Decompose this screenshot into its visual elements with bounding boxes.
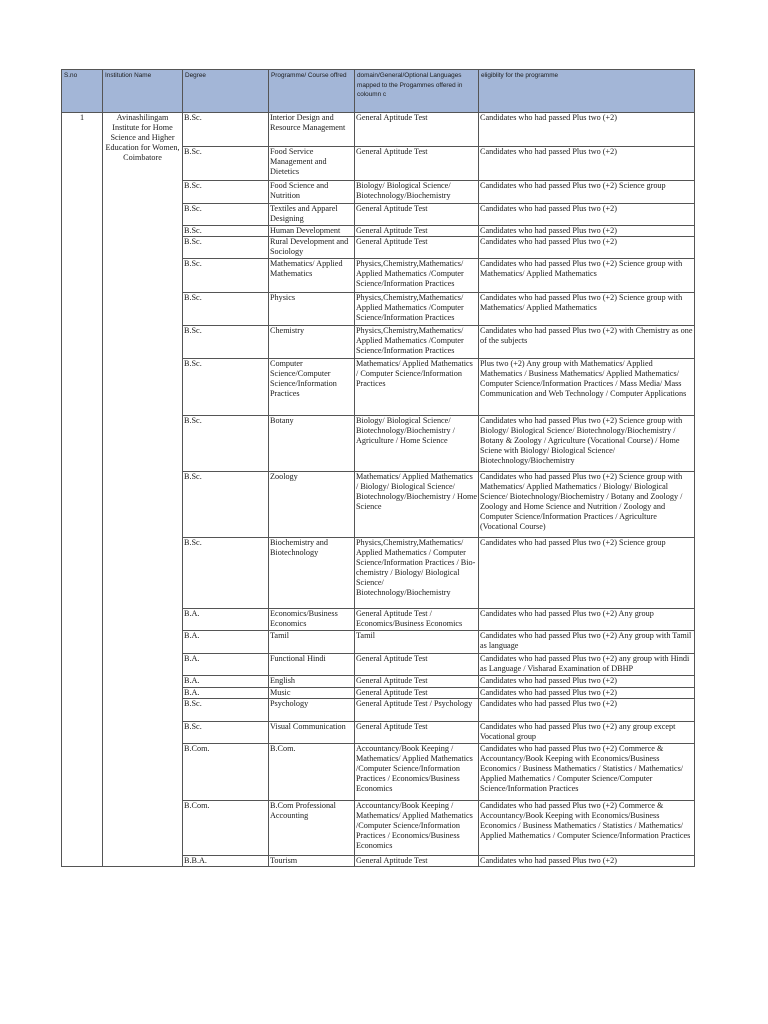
degree-cell: B.Sc. — [183, 472, 269, 538]
degree-cell: B.Sc. — [183, 204, 269, 226]
domain-cell: Physics,Chemistry,Mathematics/ Applied Mathematics / Computer Science/Information Practices / Bio-chemistry / Biology/ Biological Science/ Biotechnology/Biochemistry — [355, 538, 479, 609]
eligibility-cell: Candidates who had passed Plus two (+2) — [479, 113, 695, 147]
degree-cell: B.Sc. — [183, 326, 269, 359]
domain-cell: Biology/ Biological Science/ Biotechnology/Biochemistry — [355, 181, 479, 204]
programme-cell: Physics — [269, 293, 355, 326]
eligibility-cell: Candidates who had passed Plus two (+2) Science group with Mathematics/ Applied Mathematics / Biology/ Biological Science/ Biotechnology/Biochemistry / Botany and Zoology / Zoology and Home Science and Nutrition / Zoology and Computer Science/Information Practices / Agriculture (Vocational Course) — [479, 472, 695, 538]
domain-cell: General Aptitude Test / Economics/Business Economics — [355, 609, 479, 631]
degree-cell: B.A. — [183, 654, 269, 676]
degree-cell: B.A. — [183, 676, 269, 688]
eligibility-cell: Candidates who had passed Plus two (+2) any group except Vocational group — [479, 722, 695, 744]
programme-cell: B.Com. — [269, 744, 355, 801]
eligibility-cell: Candidates who had passed Plus two (+2) — [479, 699, 695, 722]
programme-cell: Human Development — [269, 226, 355, 237]
header-row — [62, 70, 695, 113]
domain-cell: Accountancy/Book Keeping / Mathematics/ Applied Mathematics /Computer Science/Information Practices / Economics/Business Economics — [355, 801, 479, 856]
domain-cell: Physics,Chemistry,Mathematics/ Applied Mathematics /Computer Science/Information Practices — [355, 293, 479, 326]
degree-cell: B.Sc. — [183, 147, 269, 181]
degree-cell: B.Sc. — [183, 722, 269, 744]
programme-cell: Zoology — [269, 472, 355, 538]
degree-cell: B.Sc. — [183, 293, 269, 326]
eligibility-cell: Candidates who had passed Plus two (+2) with Chemistry as one of the subjects — [479, 326, 695, 359]
degree-cell: B.Com. — [183, 801, 269, 856]
domain-cell: General Aptitude Test — [355, 113, 479, 147]
eligibility-cell: Candidates who had passed Plus two (+2) Science group with Mathematics/ Applied Mathematics — [479, 259, 695, 293]
domain-cell: General Aptitude Test — [355, 856, 479, 867]
eligibility-cell: Candidates who had passed Plus two (+2) Commerce & Accountancy/Book Keeping with Economics/Business Economics / Business Mathematics / Statistics / Mathematics/ Applied Mathematics / Computer Science/Information Practices — [479, 801, 695, 856]
serial-number-cell: 1 — [62, 113, 103, 867]
degree-cell: B.A. — [183, 688, 269, 699]
domain-cell: General Aptitude Test — [355, 204, 479, 226]
eligibility-cell: Candidates who had passed Plus two (+2) — [479, 147, 695, 181]
programme-cell: Functional Hindi — [269, 654, 355, 676]
domain-cell: Tamil — [355, 631, 479, 654]
header-programme: Programme/ Course offred — [269, 70, 355, 113]
domain-cell: General Aptitude Test — [355, 147, 479, 181]
programme-cell: Tourism — [269, 856, 355, 867]
degree-cell: B.Sc. — [183, 181, 269, 204]
eligibility-cell: Candidates who had passed Plus two (+2) Commerce & Accountancy/Book Keeping with Economics/Business Economics / Business Mathematics / Statistics / Mathematics/ Applied Mathematics / Computer Science/Computer Science/Information Practices — [479, 744, 695, 801]
header-domain: domain/General/Optional Languages mapped to the Progammes offered in coloumn c — [355, 70, 479, 113]
programme-cell: English — [269, 676, 355, 688]
programme-cell: Food Service Management and Dietetics — [269, 147, 355, 181]
eligibility-cell: Candidates who had passed Plus two (+2) any group with Hindi as Language / Visharad Examination of DBHP — [479, 654, 695, 676]
domain-cell: Accountancy/Book Keeping / Mathematics/ Applied Mathematics /Computer Science/Information Practices / Economics/Business Economics — [355, 744, 479, 801]
domain-cell: Physics,Chemistry,Mathematics/ Applied Mathematics /Computer Science/Information Practices — [355, 259, 479, 293]
domain-cell: General Aptitude Test — [355, 722, 479, 744]
domain-cell: Biology/ Biological Science/ Biotechnology/Biochemistry / Agriculture / Home Science — [355, 416, 479, 472]
eligibility-cell: Candidates who had passed Plus two (+2) Any group with Tamil as language — [479, 631, 695, 654]
programme-cell: Botany — [269, 416, 355, 472]
domain-cell: Physics,Chemistry,Mathematics/ Applied Mathematics /Computer Science/Information Practices — [355, 326, 479, 359]
programme-cell: Visual Communication — [269, 722, 355, 744]
eligibility-cell: Candidates who had passed Plus two (+2) — [479, 204, 695, 226]
eligibility-cell: Candidates who had passed Plus two (+2) Science group with Mathematics/ Applied Mathematics — [479, 293, 695, 326]
programme-cell: Computer Science/Computer Science/Information Practices — [269, 359, 355, 416]
domain-cell: General Aptitude Test — [355, 237, 479, 259]
domain-cell: General Aptitude Test — [355, 654, 479, 676]
programme-cell: Rural Development and Sociology — [269, 237, 355, 259]
header-eligibility: eligiblity for the programme — [479, 70, 695, 113]
programme-cell: Music — [269, 688, 355, 699]
domain-cell: General Aptitude Test / Psychology — [355, 699, 479, 722]
degree-cell: B.Com. — [183, 744, 269, 801]
institution-name-cell: Avinashilingam Institute for Home Science and Higher Education for Women, Coimbatore — [103, 113, 183, 867]
domain-cell: Mathematics/ Applied Mathematics / Biology/ Biological Science/ Biotechnology/Biochemistry / Home Science — [355, 472, 479, 538]
eligibility-cell: Candidates who had passed Plus two (+2) — [479, 856, 695, 867]
programme-cell: Biochemistry and Biotechnology — [269, 538, 355, 609]
programme-cell: Food Science and Nutrition — [269, 181, 355, 204]
degree-cell: B.Sc. — [183, 259, 269, 293]
programme-cell: B.Com Professional Accounting — [269, 801, 355, 856]
degree-cell: B.Sc. — [183, 538, 269, 609]
programme-cell: Economics/Business Economics — [269, 609, 355, 631]
domain-cell: General Aptitude Test — [355, 688, 479, 699]
eligibility-cell: Candidates who had passed Plus two (+2) Science group with Biology/ Biological Science/ Biotechnology/Biochemistry / Botany & Zoology / Agriculture (Vocational Course) / Home Sciene with Biology/ Biological Science/ Biotechnology/Biochemistry — [479, 416, 695, 472]
degree-cell: B.Sc. — [183, 113, 269, 147]
domain-cell: Mathematics/ Applied Mathematics / Computer Science/Information Practices — [355, 359, 479, 416]
table-body — [62, 113, 695, 867]
degree-cell: B.B.A. — [183, 856, 269, 867]
degree-cell: B.Sc. — [183, 416, 269, 472]
eligibility-cell: Candidates who had passed Plus two (+2) — [479, 226, 695, 237]
programme-cell: Chemistry — [269, 326, 355, 359]
degree-cell: B.Sc. — [183, 237, 269, 259]
degree-cell: B.A. — [183, 631, 269, 654]
eligibility-cell: Candidates who had passed Plus two (+2) Any group — [479, 609, 695, 631]
programme-cell: Mathematics/ Applied Mathematics — [269, 259, 355, 293]
eligibility-cell: Candidates who had passed Plus two (+2) — [479, 676, 695, 688]
table-row — [62, 113, 695, 147]
programme-table — [61, 69, 695, 867]
degree-cell: B.Sc. — [183, 359, 269, 416]
programme-cell: Interior Design and Resource Management — [269, 113, 355, 147]
domain-cell: General Aptitude Test — [355, 676, 479, 688]
programme-cell: Tamil — [269, 631, 355, 654]
eligibility-cell: Candidates who had passed Plus two (+2) — [479, 688, 695, 699]
eligibility-cell: Candidates who had passed Plus two (+2) Science group — [479, 181, 695, 204]
programme-cell: Psychology — [269, 699, 355, 722]
programme-cell: Textiles and Apparel Designing — [269, 204, 355, 226]
eligibility-cell: Candidates who had passed Plus two (+2) Science group — [479, 538, 695, 609]
domain-cell: General Aptitude Test — [355, 226, 479, 237]
eligibility-cell: Candidates who had passed Plus two (+2) — [479, 237, 695, 259]
degree-cell: B.A. — [183, 609, 269, 631]
header-sno: S.no — [62, 70, 103, 113]
header-institution: Institution Name — [103, 70, 183, 113]
header-degree: Degree — [183, 70, 269, 113]
degree-cell: B.Sc. — [183, 699, 269, 722]
degree-cell: B.Sc. — [183, 226, 269, 237]
eligibility-cell: Plus two (+2) Any group with Mathematics/ Applied Mathematics / Business Mathematics/ Applied Mathematics/ Computer Science/Information Practices / Mass Media/ Mass Communication and Web Technology / Computer Applications — [479, 359, 695, 416]
